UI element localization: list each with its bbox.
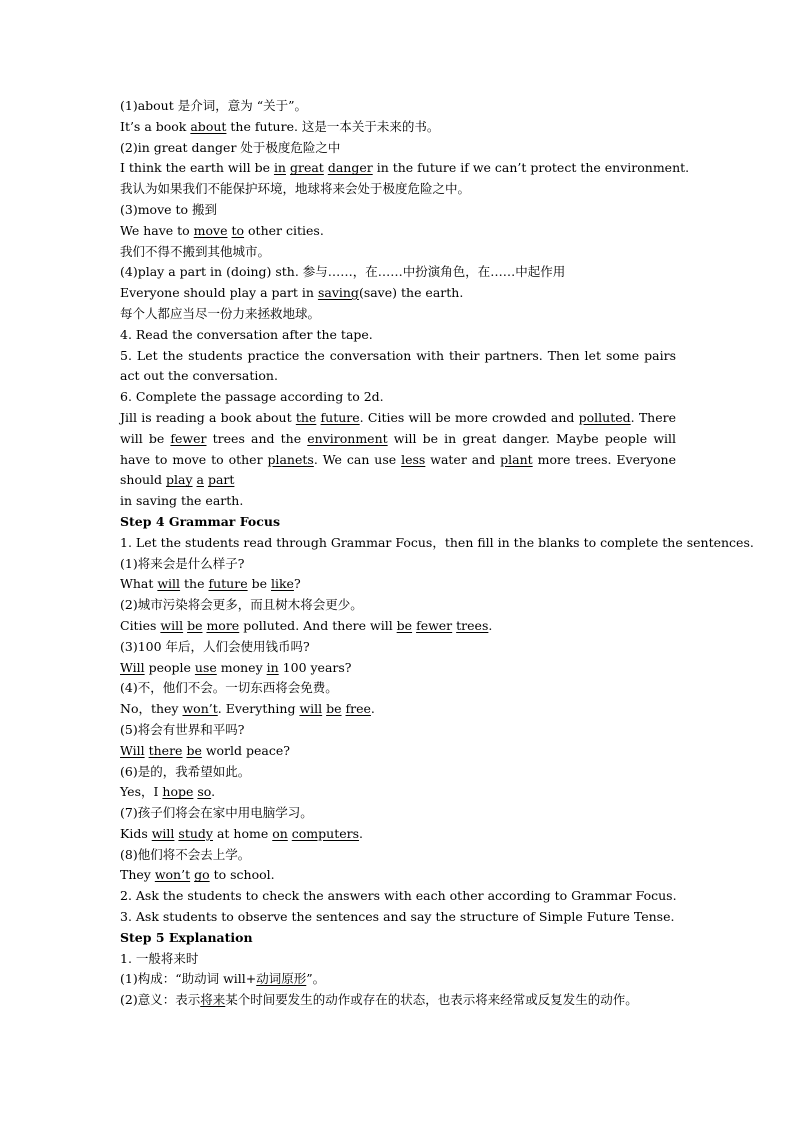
underlined-answer: more xyxy=(206,617,240,633)
text-line xyxy=(120,221,676,242)
text-run: trees and the xyxy=(206,430,308,446)
text-line xyxy=(120,554,676,575)
underlined-answer: fewer xyxy=(416,617,453,633)
text-line xyxy=(120,242,676,263)
text-line xyxy=(120,616,676,637)
text-line xyxy=(120,138,676,159)
text-run: (3)100 年后，人们会使用钱币吗? xyxy=(120,638,310,654)
underlined-answer: on xyxy=(272,825,288,841)
text-run: (8)他们将不会去上学。 xyxy=(120,846,251,862)
text-run: 1. Let the students read through Grammar Focus，then fill in the blanks to complete the sentences. xyxy=(120,534,754,550)
text-run: (1)将来会是什么样子? xyxy=(120,555,245,571)
underlined-answer: move xyxy=(193,222,228,238)
text-line xyxy=(120,117,676,138)
text-run: (3)move to 搬到 xyxy=(120,201,218,217)
text-run: ? xyxy=(293,576,301,592)
text-run: Jill is reading a book about xyxy=(120,409,296,425)
text-line xyxy=(120,928,676,949)
text-line xyxy=(120,304,676,325)
underlined-answer: polluted xyxy=(578,409,631,425)
text-run: polluted. And there will xyxy=(239,617,397,633)
underlined-answer: hope xyxy=(162,784,194,800)
underlined-answer: in xyxy=(266,659,279,675)
text-line xyxy=(120,262,676,283)
text-run: 每个人都应当尽一份力来拯救地球。 xyxy=(120,305,321,321)
text-line xyxy=(120,845,676,866)
text-run: (2)意义：表示 xyxy=(120,992,201,1008)
underlined-answer: 动词原形 xyxy=(256,971,307,987)
text-line xyxy=(120,678,676,699)
text-run: I think the earth will be xyxy=(120,160,274,176)
underlined-answer: will xyxy=(160,617,184,633)
text-line xyxy=(120,491,676,512)
text-line xyxy=(120,782,676,803)
text-run: 5. Let the students practice the conversation with their partners. Then let some pairs act out the conversation. xyxy=(120,347,676,384)
text-run: Yes，I xyxy=(120,784,163,800)
underlined-answer: be xyxy=(326,701,342,717)
text-run: (4)不，他们不会。一切东西将会免费。 xyxy=(120,680,338,696)
text-run: Everyone should play a part in xyxy=(120,285,318,301)
text-line xyxy=(120,658,676,679)
text-line xyxy=(120,325,676,346)
text-line xyxy=(120,200,676,221)
text-run: What xyxy=(120,576,158,592)
text-line xyxy=(120,949,676,970)
underlined-answer: play xyxy=(166,472,193,488)
text-run: . Everything xyxy=(217,701,300,717)
text-run: . Cities will be more crowded and xyxy=(359,409,579,425)
text-run: 100 years? xyxy=(278,659,352,675)
text-run: 6. Complete the passage according to 2d. xyxy=(120,389,384,405)
underlined-answer: future xyxy=(320,409,360,425)
text-line xyxy=(120,179,676,200)
underlined-answer: use xyxy=(194,659,217,675)
underlined-answer: about xyxy=(190,118,227,134)
text-run: (1)构成：“助动词 will+ xyxy=(120,971,257,987)
text-run: It’s a book xyxy=(120,118,191,134)
text-run: the xyxy=(180,576,209,592)
text-run: (6)是的，我希望如此。 xyxy=(120,763,251,779)
underlined-answer: part xyxy=(207,472,235,488)
underlined-answer: will xyxy=(299,701,323,717)
text-line xyxy=(120,741,676,762)
text-line xyxy=(120,699,676,720)
underlined-answer: trees xyxy=(456,617,489,633)
text-run: the future. 这是一本关于未来的书。 xyxy=(226,118,440,134)
text-run: (2)in great danger 处于极度危险之中 xyxy=(120,139,341,155)
text-line xyxy=(120,408,676,491)
underlined-answer: will xyxy=(157,576,181,592)
underlined-answer: like xyxy=(270,576,294,592)
text-line xyxy=(120,346,676,388)
text-line xyxy=(120,969,676,990)
underlined-answer: 将来 xyxy=(200,992,226,1008)
underlined-answer: danger xyxy=(327,160,373,176)
text-run: Step 4 Grammar Focus xyxy=(120,513,281,529)
underlined-answer: so xyxy=(197,784,212,800)
text-run: Cities xyxy=(120,617,161,633)
text-line xyxy=(120,886,676,907)
underlined-answer: to xyxy=(231,222,245,238)
text-run: (5)将会有世界和平吗? xyxy=(120,721,245,737)
text-run: . We can use xyxy=(313,451,402,467)
underlined-answer: less xyxy=(401,451,426,467)
text-line xyxy=(120,762,676,783)
text-run: We have to xyxy=(120,222,194,238)
underlined-answer: there xyxy=(148,742,183,758)
text-run: . xyxy=(488,617,493,633)
text-run: 我认为如果我们不能保护环境，地球将来会处于极度危险之中。 xyxy=(120,181,471,197)
text-line xyxy=(120,907,676,928)
text-run: . xyxy=(370,701,375,717)
text-run: people xyxy=(144,659,195,675)
underlined-answer: in xyxy=(273,160,286,176)
underlined-answer: Will xyxy=(120,659,145,675)
text-line xyxy=(120,720,676,741)
text-line xyxy=(120,824,676,845)
text-run: They xyxy=(120,867,155,883)
underlined-answer: plant xyxy=(500,451,533,467)
text-run: 2. Ask the students to check the answers with each other according to Grammar Focus. xyxy=(120,888,677,904)
text-run: money xyxy=(216,659,267,675)
text-run: at home xyxy=(212,825,273,841)
text-run: 某个时间要发生的动作或存在的状态，也表示将来经常或反复发生的动作。 xyxy=(225,992,638,1008)
text-line xyxy=(120,803,676,824)
text-line xyxy=(120,283,676,304)
text-run: . There will be xyxy=(120,409,676,446)
text-run: more trees. Everyone should xyxy=(120,451,676,488)
underlined-answer: will xyxy=(151,825,175,841)
text-line xyxy=(120,865,676,886)
text-run: (1)about 是介词，意为 “关于”。 xyxy=(120,98,307,113)
underlined-answer: computers xyxy=(291,825,360,841)
underlined-answer: go xyxy=(194,867,210,883)
text-line xyxy=(120,637,676,658)
text-run: in the future if we can’t protect the environment. xyxy=(372,160,690,176)
underlined-answer: be xyxy=(186,742,202,758)
text-line xyxy=(120,387,676,408)
text-run: . xyxy=(359,825,364,841)
underlined-answer: planets xyxy=(267,451,314,467)
text-run: in saving the earth. xyxy=(120,493,244,509)
text-run: (save) the earth. xyxy=(358,285,464,301)
text-run: (7)孩子们将会在家中用电脑学习。 xyxy=(120,805,313,821)
underlined-answer: study xyxy=(178,825,213,841)
text-run: ”。 xyxy=(306,971,326,987)
underlined-answer: saving xyxy=(317,285,359,301)
text-run: to school. xyxy=(209,867,275,883)
text-run: No，they xyxy=(120,701,183,717)
text-run: water and xyxy=(425,451,501,467)
underlined-answer: environment xyxy=(307,430,388,446)
underlined-answer: won’t xyxy=(154,867,191,883)
underlined-answer: future xyxy=(208,576,248,592)
text-line xyxy=(120,533,754,554)
underlined-answer: fewer xyxy=(170,430,207,446)
text-run: 我们不得不搬到其他城市。 xyxy=(120,243,271,259)
text-run: Step 5 Explanation xyxy=(120,929,253,945)
text-run: 1. 一般将来时 xyxy=(120,950,199,966)
underlined-answer: Will xyxy=(120,742,145,758)
underlined-answer: be xyxy=(187,617,203,633)
text-run: . xyxy=(211,784,216,800)
underlined-answer: the xyxy=(295,409,317,425)
text-run: 4. Read the conversation after the tape. xyxy=(120,326,373,342)
text-run: other cities. xyxy=(244,222,324,238)
underlined-answer: a xyxy=(196,472,204,488)
text-run: world peace? xyxy=(201,742,290,758)
text-line xyxy=(120,512,676,533)
underlined-answer: free xyxy=(345,701,371,717)
text-line xyxy=(120,158,690,179)
underlined-answer: be xyxy=(396,617,413,633)
text-run: Kids xyxy=(120,825,152,841)
text-run: will be in great danger. Maybe people will have to move to other xyxy=(120,430,677,467)
underlined-answer: won’t xyxy=(182,701,218,717)
text-line xyxy=(120,574,676,595)
text-run: be xyxy=(247,576,271,592)
text-line xyxy=(120,595,676,616)
text-run: (2)城市污染将会更多，而且树木将会更少。 xyxy=(120,597,363,613)
document-body xyxy=(120,96,754,1011)
text-run: 3. Ask students to observe the sentences and say the structure of Simple Future Tense. xyxy=(120,909,675,925)
underlined-answer: great xyxy=(289,160,324,176)
text-run: (4)play a part in (doing) sth. 参与……，在……中扮演角色，在……中起作用 xyxy=(120,264,566,280)
text-line xyxy=(120,96,676,117)
text-line xyxy=(120,990,676,1011)
